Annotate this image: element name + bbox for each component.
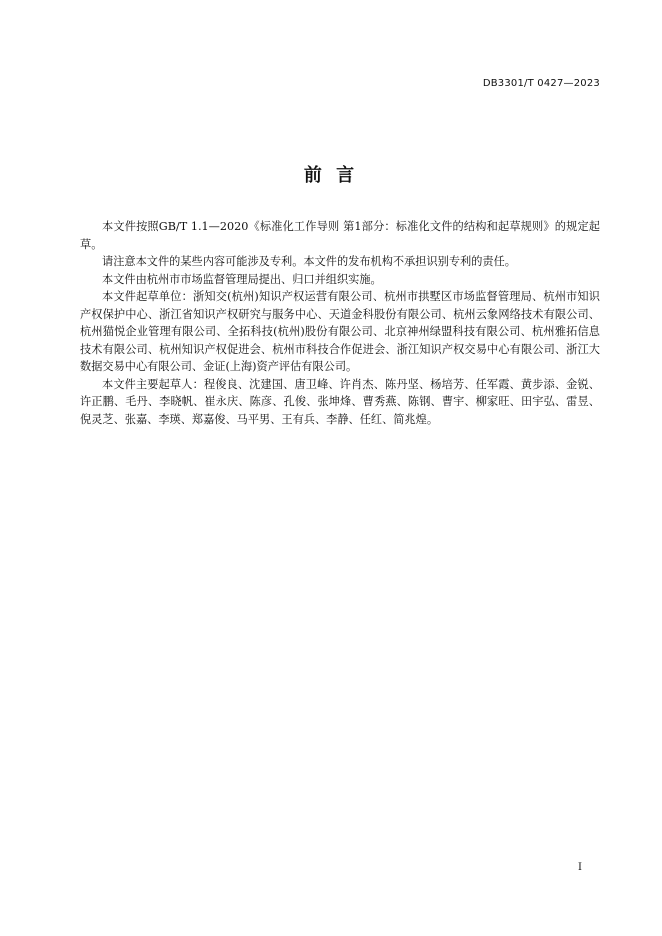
paragraph-patent-notice: 请注意本文件的某些内容可能涉及专利。本文件的发布机构不承担识别专利的责任。 xyxy=(102,255,516,268)
paragraph-drafting-units: 本文件起草单位：浙知交(杭州)知识产权运营有限公司、杭州市拱墅区市场监督管理局、杭州市知识产权保护中心、浙江省知识产权研究与服务中心、天道金科股份有限公司、杭州云象网络技术有限公司、杭州猫悦企业管理有限公司、全拓科技(杭州)股份有限公司、北京神州绿盟科技有限公司、杭州雅拓信息技术有限公司、杭州知识产权促进会、杭州市科技合作促进会、浙江知识产权交易中心有限公司、浙江大数据交易中心有限公司、金证(上海)资产评估有限公司。 xyxy=(80,290,600,373)
paragraph-proposer: 本文件由杭州市市场监督管理局提出、归口并组织实施。 xyxy=(102,272,382,286)
paragraph-main-drafters: 本文件主要起草人：程俊良、沈建国、唐卫峰、许肖杰、陈丹坚、杨培芳、任军霞、黄步添、金锐、许正鹏、毛丹、李晓帆、崔永庆、陈彦、孔俊、张坤烽、曹秀燕、陈钢、曹宇、柳家旺、田宇弘、雷昱、倪灵芝、张嘉、李瑛、郑嘉俊、马平男、王有兵、李静、任红、简兆煌。 xyxy=(80,377,600,426)
foreword-body xyxy=(80,218,600,428)
document-code: DB3301/T 0427—2023 xyxy=(482,78,600,89)
page-number: I xyxy=(578,862,582,873)
page-title: 前 言 xyxy=(303,165,359,186)
paragraph-drafting-rules: 本文件按照GB/T 1.1—2020《标准化工作导则 第1部分：标准化文件的结构和起草规则》的规定起草。 xyxy=(80,220,600,251)
